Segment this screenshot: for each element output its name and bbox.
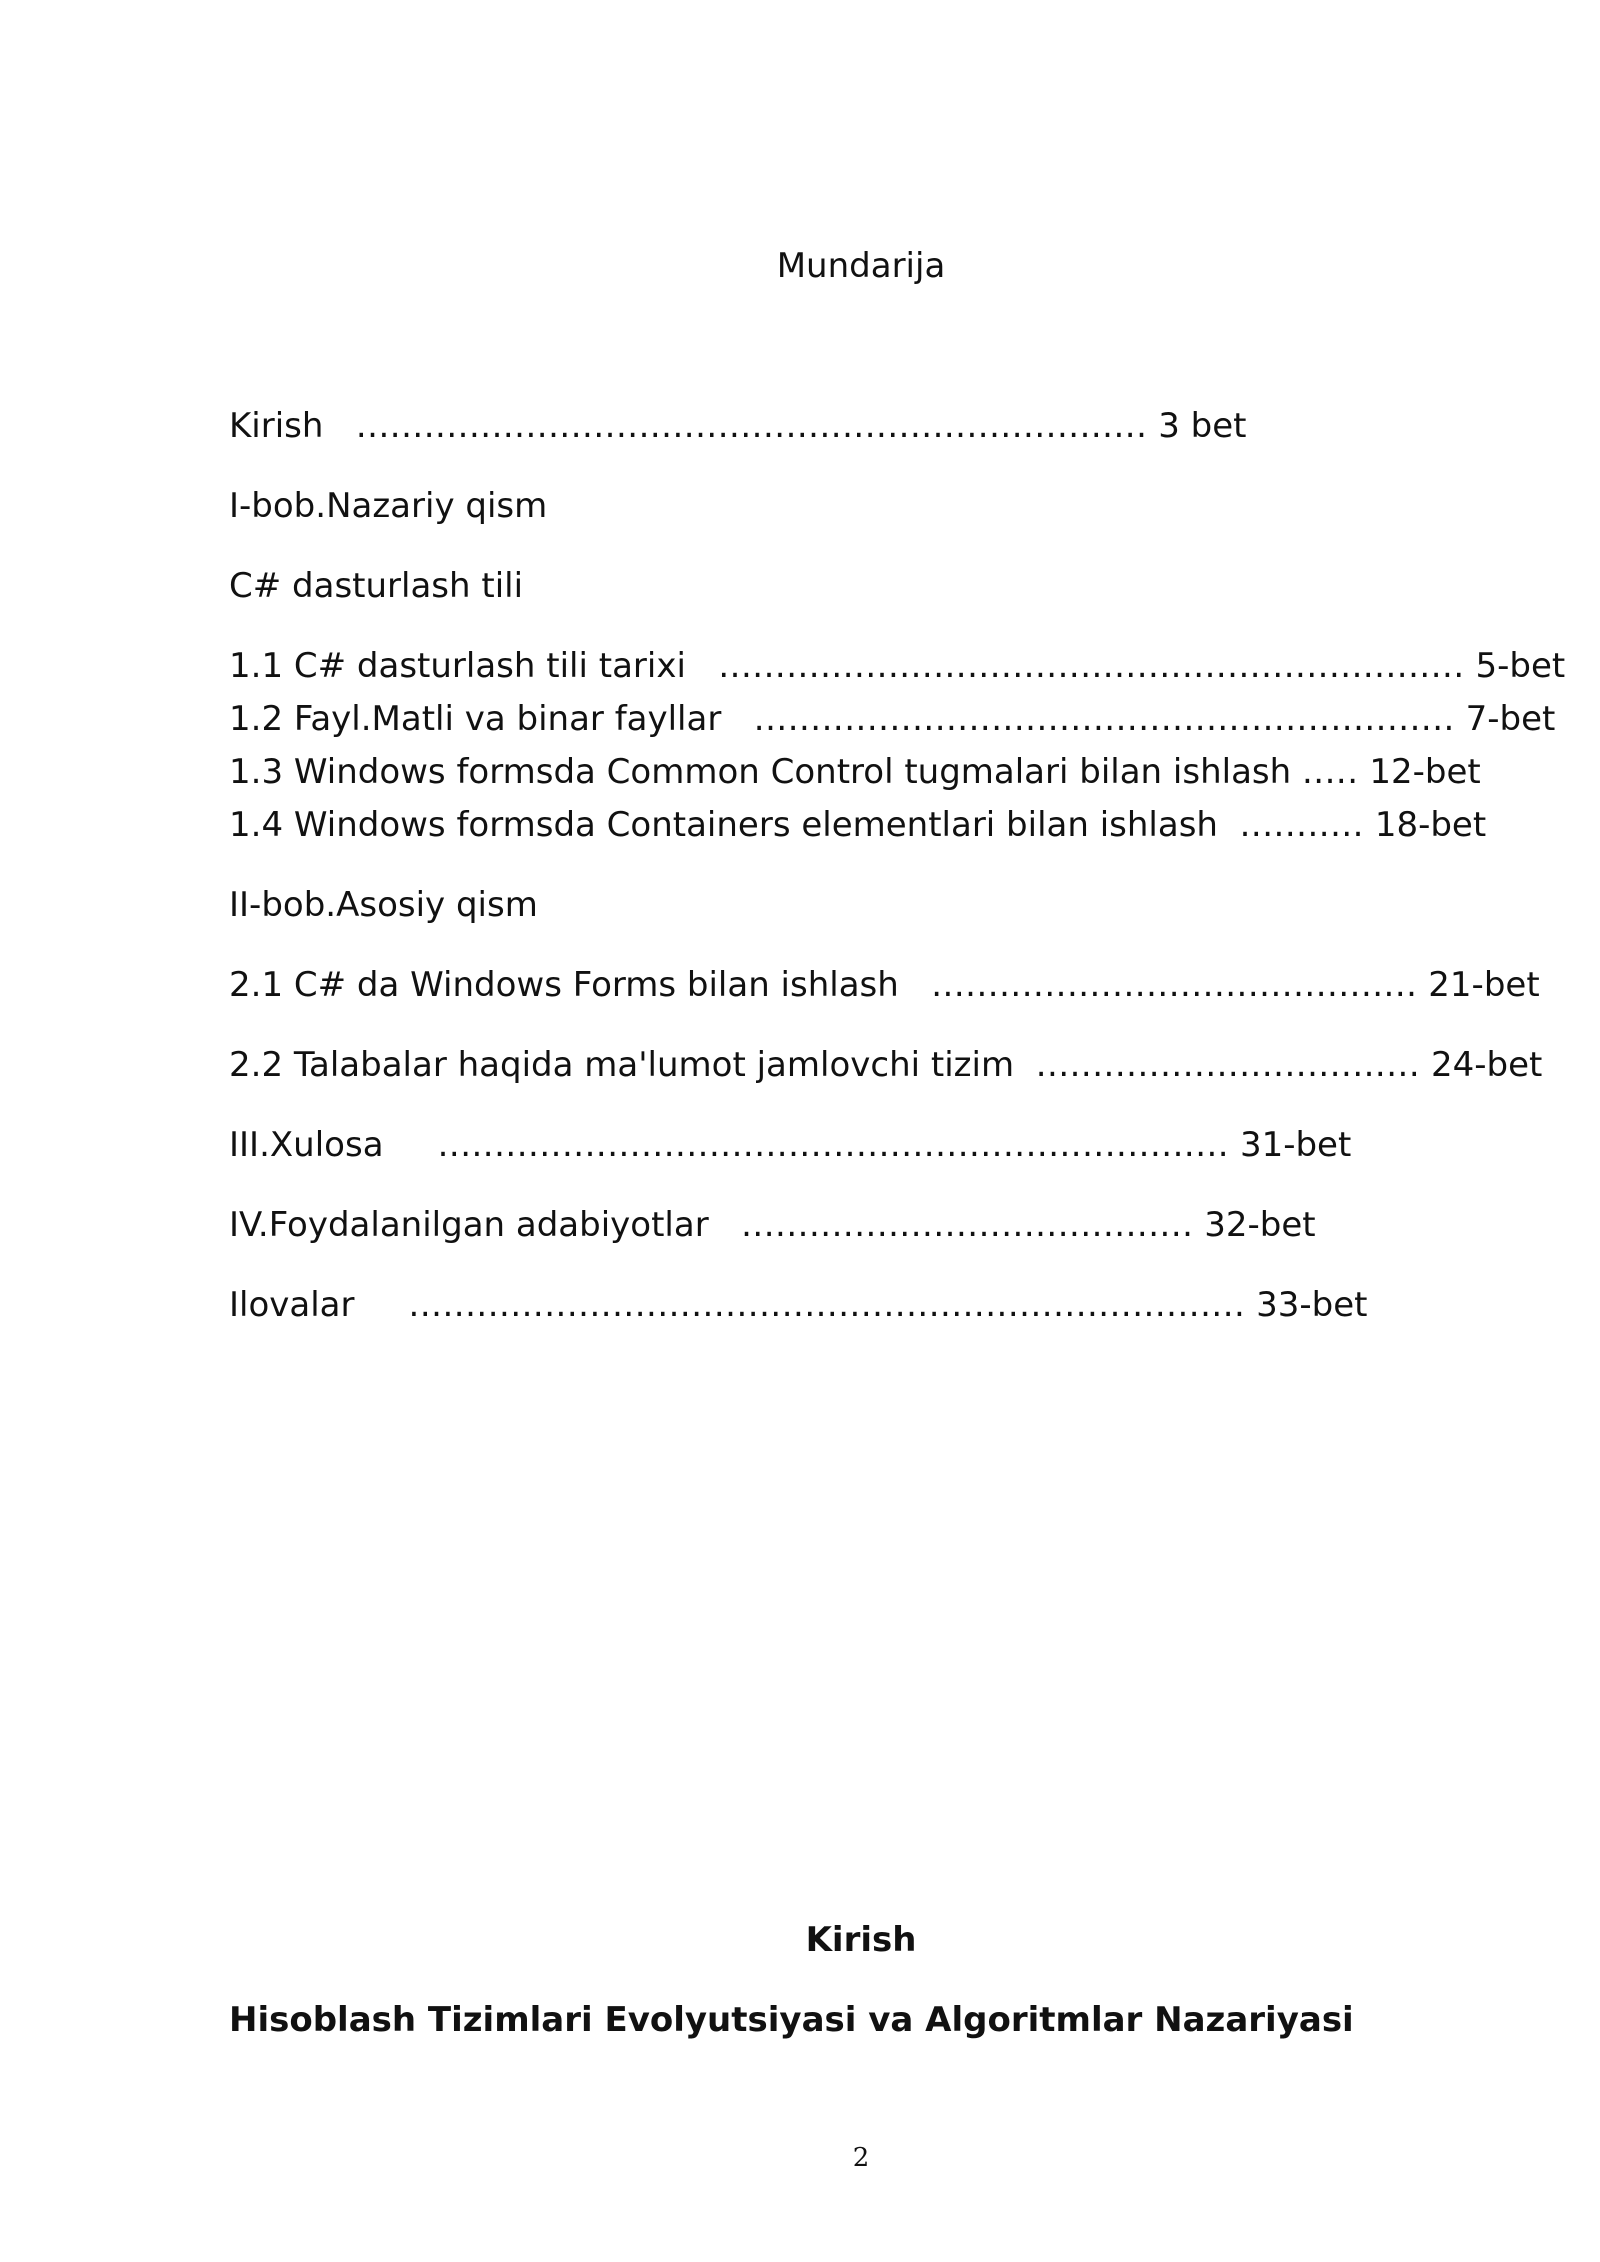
toc-leader-dots: .............................................................. <box>753 699 1455 739</box>
toc-entry-page: 12-bet <box>1369 752 1481 792</box>
toc-leader-dots: .................................. <box>1035 1045 1421 1085</box>
toc-entry-page: 31-bet <box>1239 1125 1352 1165</box>
toc-leader-dots: .................................................................. <box>718 646 1465 686</box>
toc-entry-page: 21-bet <box>1428 965 1540 1005</box>
toc-entry-page: 7-bet <box>1465 699 1556 739</box>
toc-entry-1-2 <box>229 697 1555 741</box>
toc-entry-label: I-bob.Nazariy qism <box>229 486 548 526</box>
toc-entry-label: 1.1 C# dasturlash tili tarixi <box>229 646 686 686</box>
toc-entry-label: II-bob.Asosiy qism <box>229 885 538 925</box>
toc-entry-label: IV.Foydalanilgan adabiyotlar <box>229 1205 709 1245</box>
toc-entry-label: Ilovalar <box>229 1285 355 1325</box>
toc-entry-label: III.Xulosa <box>229 1125 384 1165</box>
toc-entry-2-1 <box>229 963 1540 1007</box>
toc-leader-dots: ..... <box>1301 752 1359 792</box>
page-number: 2 <box>852 2143 870 2173</box>
toc-leader-dots: ........................................... <box>931 965 1418 1005</box>
toc-entry-chapter-1 <box>229 484 547 528</box>
toc-entry-ilovalar <box>229 1283 1368 1327</box>
toc-leader-dots: ........... <box>1239 805 1364 845</box>
toc-entry-adabiyotlar <box>229 1203 1316 1247</box>
toc-leader-dots: ...................................................................... <box>437 1125 1230 1165</box>
toc-entry-label: C# dasturlash tili <box>229 566 524 606</box>
toc-entry-label: 2.1 C# da Windows Forms bilan ishlash <box>229 965 899 1005</box>
section-subheading: Hisoblash Tizimlari Evolyutsiyasi va Algoritmlar Nazariyasi <box>229 2000 1354 2040</box>
toc-entry-label: Kirish <box>229 406 324 446</box>
toc-entry-label: 2.2 Talabalar haqida ma'lumot jamlovchi tizim <box>229 1045 1015 1085</box>
toc-entry-page: 5-bet <box>1475 646 1566 686</box>
toc-leader-dots: ...................................................................... <box>355 406 1148 446</box>
toc-entry-label: 1.2 Fayl.Matli va binar fayllar <box>229 699 722 739</box>
toc-entry-page: 18-bet <box>1374 805 1487 845</box>
toc-entry-xulosa <box>229 1123 1351 1167</box>
toc-entry-1-1 <box>229 644 1565 688</box>
toc-entry-page: 33-bet <box>1256 1285 1368 1325</box>
toc-leader-dots: ........................................ <box>741 1205 1194 1245</box>
toc-entry-1-3 <box>229 750 1481 794</box>
toc-entry-page: 24-bet <box>1430 1045 1543 1085</box>
toc-entry-kirish <box>229 404 1247 448</box>
toc-entry-page: 3 bet <box>1158 406 1247 446</box>
section-heading: Kirish <box>805 1920 917 1960</box>
toc-entry-chapter-2 <box>229 883 538 927</box>
toc-title: Mundarija <box>776 246 946 286</box>
toc-entry-label: 1.4 Windows formsda Containers elementlari bilan ishlash <box>229 805 1218 845</box>
toc-entry-2-2 <box>229 1043 1542 1087</box>
toc-entry-page: 32-bet <box>1204 1205 1316 1245</box>
toc-leader-dots: .......................................................................... <box>408 1285 1246 1325</box>
toc-entry-1-4 <box>229 803 1486 847</box>
toc-entry-csharp <box>229 564 523 608</box>
toc-entry-label: 1.3 Windows formsda Common Control tugmalari bilan ishlash <box>229 752 1292 792</box>
